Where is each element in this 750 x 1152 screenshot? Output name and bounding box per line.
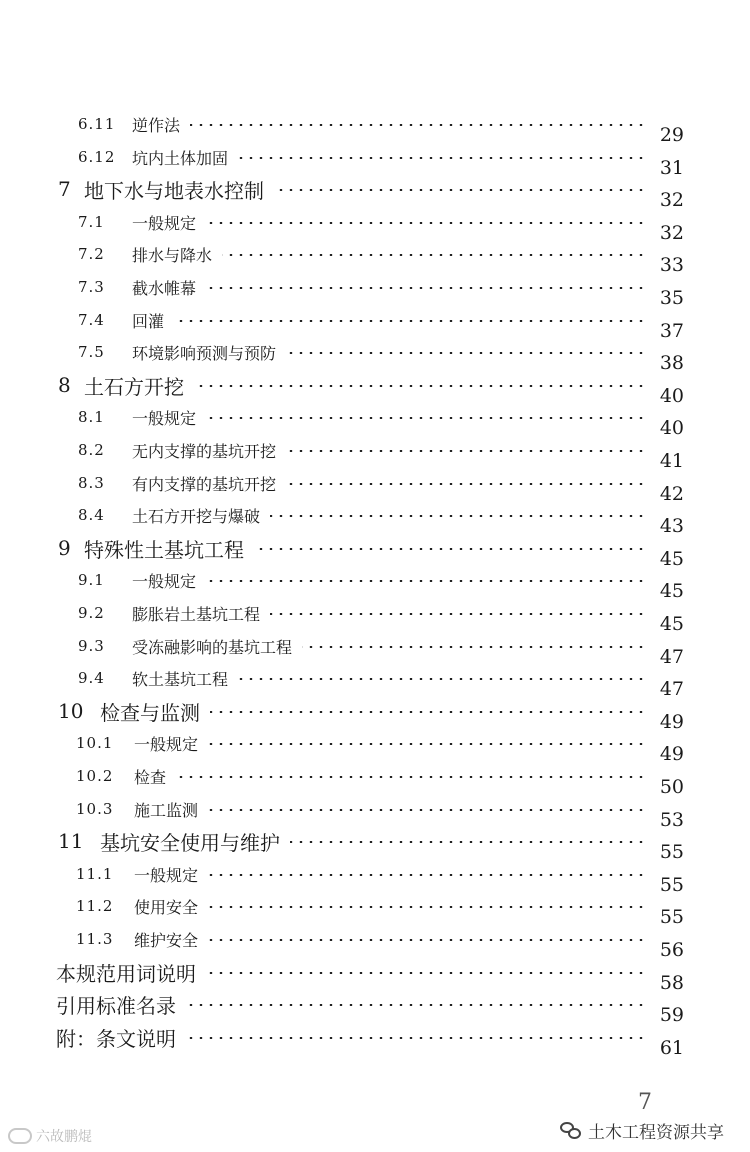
toc-entry-number: 9 xyxy=(58,536,71,560)
toc-entry-title: 一般规定 xyxy=(132,211,202,234)
toc-entry[interactable] xyxy=(0,858,750,896)
toc-entry-title: 坑内土体加固 xyxy=(132,146,234,169)
corner-watermark-text: 六故鹏焜 xyxy=(36,1129,92,1145)
toc-entry-title: 一般规定 xyxy=(132,406,202,429)
toc-entry-number: 7.1 xyxy=(78,213,105,231)
dot-leader xyxy=(274,189,646,191)
dot-leader xyxy=(194,385,646,387)
toc-entry-title: 一般规定 xyxy=(134,732,204,755)
toc-entry-page: 49 xyxy=(659,711,684,733)
dot-leader xyxy=(238,157,646,159)
toc-entry-page: 32 xyxy=(659,222,684,244)
toc-entry[interactable] xyxy=(0,173,750,211)
toc-entry-page: 45 xyxy=(659,548,684,570)
dot-leader xyxy=(206,972,646,974)
toc-entry-page: 53 xyxy=(659,809,684,831)
toc-entry-title: 使用安全 xyxy=(134,895,204,918)
toc-entry-number: 11 xyxy=(58,829,84,853)
toc-entry[interactable] xyxy=(0,141,750,179)
dot-leader xyxy=(286,483,646,485)
toc-entry-title: 施工监测 xyxy=(134,798,204,821)
dot-leader xyxy=(208,809,646,811)
toc-entry[interactable] xyxy=(0,206,750,244)
toc-entry-number: 7.5 xyxy=(78,343,105,361)
toc-entry-title: 有内支撑的基坑开挖 xyxy=(132,472,282,495)
toc-entry-page: 31 xyxy=(659,157,684,179)
toc-entry[interactable] xyxy=(0,564,750,602)
toc-entry[interactable] xyxy=(0,401,750,439)
dot-leader xyxy=(190,124,646,126)
toc-entry[interactable] xyxy=(0,434,750,472)
toc-entry-title: 维护安全 xyxy=(134,928,204,951)
toc-entry-title: 基坑安全使用与维护 xyxy=(100,827,286,856)
toc-entry-page: 45 xyxy=(659,580,684,602)
dot-leader xyxy=(206,580,646,582)
toc-entry[interactable] xyxy=(0,793,750,831)
dot-leader xyxy=(206,287,646,289)
toc-entry-page: 45 xyxy=(659,613,684,635)
toc-entry-page: 32 xyxy=(659,189,684,211)
toc-entry-title: 检查 xyxy=(134,765,172,788)
wechat-icon xyxy=(560,1122,582,1140)
toc-entry-page: 41 xyxy=(659,450,684,472)
toc-entry-title: 土石方开挖与爆破 xyxy=(132,504,266,527)
toc-entry[interactable] xyxy=(0,988,750,1026)
toc-entry[interactable] xyxy=(0,336,750,374)
toc-entry-page: 58 xyxy=(659,972,684,994)
toc-entry[interactable] xyxy=(0,467,750,505)
toc-entry-page: 59 xyxy=(659,1004,684,1026)
toc-entry-number: 8.2 xyxy=(78,441,105,459)
dot-leader xyxy=(222,254,646,256)
toc-entry-title: 软土基坑工程 xyxy=(132,667,234,690)
toc-entry-page: 49 xyxy=(659,743,684,765)
toc-entry-number: 9.3 xyxy=(78,637,105,655)
toc-entry-number: 10.2 xyxy=(76,767,114,785)
toc-entry-number: 8.3 xyxy=(78,474,105,492)
toc-entry-number: 9.2 xyxy=(78,604,105,622)
toc-entry-page: 61 xyxy=(659,1037,684,1059)
toc-entry-title: 回灌 xyxy=(132,309,170,332)
dot-leader xyxy=(286,450,646,452)
toc-entry[interactable] xyxy=(0,1021,750,1059)
toc-entry-page: 47 xyxy=(659,646,684,668)
dot-leader xyxy=(208,743,646,745)
dot-leader xyxy=(208,939,646,941)
toc-entry[interactable] xyxy=(0,760,750,798)
toc-entry-title: 截水帷幕 xyxy=(132,276,202,299)
dot-leader xyxy=(270,613,646,615)
toc-entry[interactable] xyxy=(0,238,750,276)
dot-leader xyxy=(270,515,646,517)
toc-entry-title: 检查与监测 xyxy=(100,697,206,726)
dot-leader xyxy=(254,548,646,550)
toc-entry-number: 10.3 xyxy=(76,800,114,818)
dot-leader xyxy=(174,320,646,322)
toc-entry[interactable] xyxy=(0,923,750,961)
toc-entry-page: 47 xyxy=(659,678,684,700)
toc-entry[interactable] xyxy=(0,271,750,309)
toc-entry-title: 土石方开挖 xyxy=(84,371,190,400)
toc-entry-page: 55 xyxy=(659,874,684,896)
watermark-logo-icon xyxy=(8,1128,32,1144)
toc-entry-number: 7.2 xyxy=(78,245,105,263)
dot-leader xyxy=(208,906,646,908)
dot-leader xyxy=(210,711,646,713)
toc-entry[interactable] xyxy=(0,108,750,146)
dot-leader xyxy=(176,776,646,778)
toc-entry-number: 6.11 xyxy=(78,115,116,133)
toc-entry-number: 7.3 xyxy=(78,278,105,296)
toc-entry-page: 40 xyxy=(659,417,684,439)
toc-entry[interactable] xyxy=(0,499,750,537)
wechat-watermark xyxy=(560,1118,724,1143)
toc-entry-number: 8 xyxy=(58,373,71,397)
toc-entry-title: 附：条文说明 xyxy=(56,1023,182,1052)
dot-leader xyxy=(206,417,646,419)
page-number: 7 xyxy=(638,1090,652,1115)
toc-entry-title: 无内支撑的基坑开挖 xyxy=(132,439,282,462)
toc-entry-number: 9.4 xyxy=(78,669,105,687)
dot-leader xyxy=(186,1004,646,1006)
toc-entry-number: 11.3 xyxy=(76,930,114,948)
toc-entry-title: 地下水与地表水控制 xyxy=(84,175,270,204)
toc-entry-number: 8.1 xyxy=(78,408,105,426)
toc-entry-title: 排水与降水 xyxy=(132,243,218,266)
toc-entry-page: 40 xyxy=(659,385,684,407)
watermark-text: 土木工程资源共享 xyxy=(588,1123,724,1143)
toc-entry-title: 受冻融影响的基坑工程 xyxy=(132,635,298,658)
toc-entry-number: 10 xyxy=(58,699,84,723)
dot-leader xyxy=(290,841,646,843)
dot-leader xyxy=(286,352,646,354)
toc-entry-number: 7 xyxy=(58,177,71,201)
toc-entry-title: 本规范用词说明 xyxy=(56,958,202,987)
toc-entry-title: 膨胀岩土基坑工程 xyxy=(132,602,266,625)
toc-entry[interactable] xyxy=(0,304,750,342)
toc-entry-page: 42 xyxy=(659,483,684,505)
toc-entry-number: 10.1 xyxy=(76,734,114,752)
toc-entry-number: 11.1 xyxy=(76,865,114,883)
toc-entry[interactable] xyxy=(0,890,750,928)
toc-entry-number: 8.4 xyxy=(78,506,105,524)
toc-entry[interactable] xyxy=(0,825,750,863)
toc-entry-page: 55 xyxy=(659,841,684,863)
toc-entry-page: 56 xyxy=(659,939,684,961)
toc-entry[interactable] xyxy=(0,532,750,570)
toc-entry-page: 55 xyxy=(659,906,684,928)
dot-leader xyxy=(208,874,646,876)
toc-entry-title: 环境影响预测与预防 xyxy=(132,341,282,364)
dot-leader xyxy=(238,678,646,680)
dot-leader xyxy=(186,1037,646,1039)
toc-entry-number: 7.4 xyxy=(78,311,105,329)
toc-entry-page: 35 xyxy=(659,287,684,309)
toc-entry[interactable] xyxy=(0,956,750,994)
toc-entry-title: 一般规定 xyxy=(132,569,202,592)
toc-entry[interactable] xyxy=(0,597,750,635)
toc-entry[interactable] xyxy=(0,727,750,765)
toc-entry-title: 特殊性土基坑工程 xyxy=(84,534,250,563)
toc-entry[interactable] xyxy=(0,695,750,733)
dot-leader xyxy=(206,222,646,224)
corner-watermark xyxy=(8,1126,92,1146)
toc-entry[interactable] xyxy=(0,662,750,700)
toc-entry[interactable] xyxy=(0,630,750,668)
dot-leader xyxy=(302,646,646,648)
toc-entry[interactable] xyxy=(0,369,750,407)
toc-entry-number: 11.2 xyxy=(76,897,114,915)
toc-entry-number: 6.12 xyxy=(78,148,116,166)
toc-entry-title: 引用标准名录 xyxy=(56,990,182,1019)
toc-entry-title: 逆作法 xyxy=(132,113,186,136)
toc-entry-page: 33 xyxy=(659,254,684,276)
toc-entry-title: 一般规定 xyxy=(134,863,204,886)
toc-entry-page: 37 xyxy=(659,320,684,342)
toc-entry-page: 29 xyxy=(659,124,684,146)
toc-entry-page: 43 xyxy=(659,515,684,537)
toc-entry-page: 38 xyxy=(659,352,684,374)
toc-entry-number: 9.1 xyxy=(78,571,105,589)
toc-entry-page: 50 xyxy=(659,776,684,798)
